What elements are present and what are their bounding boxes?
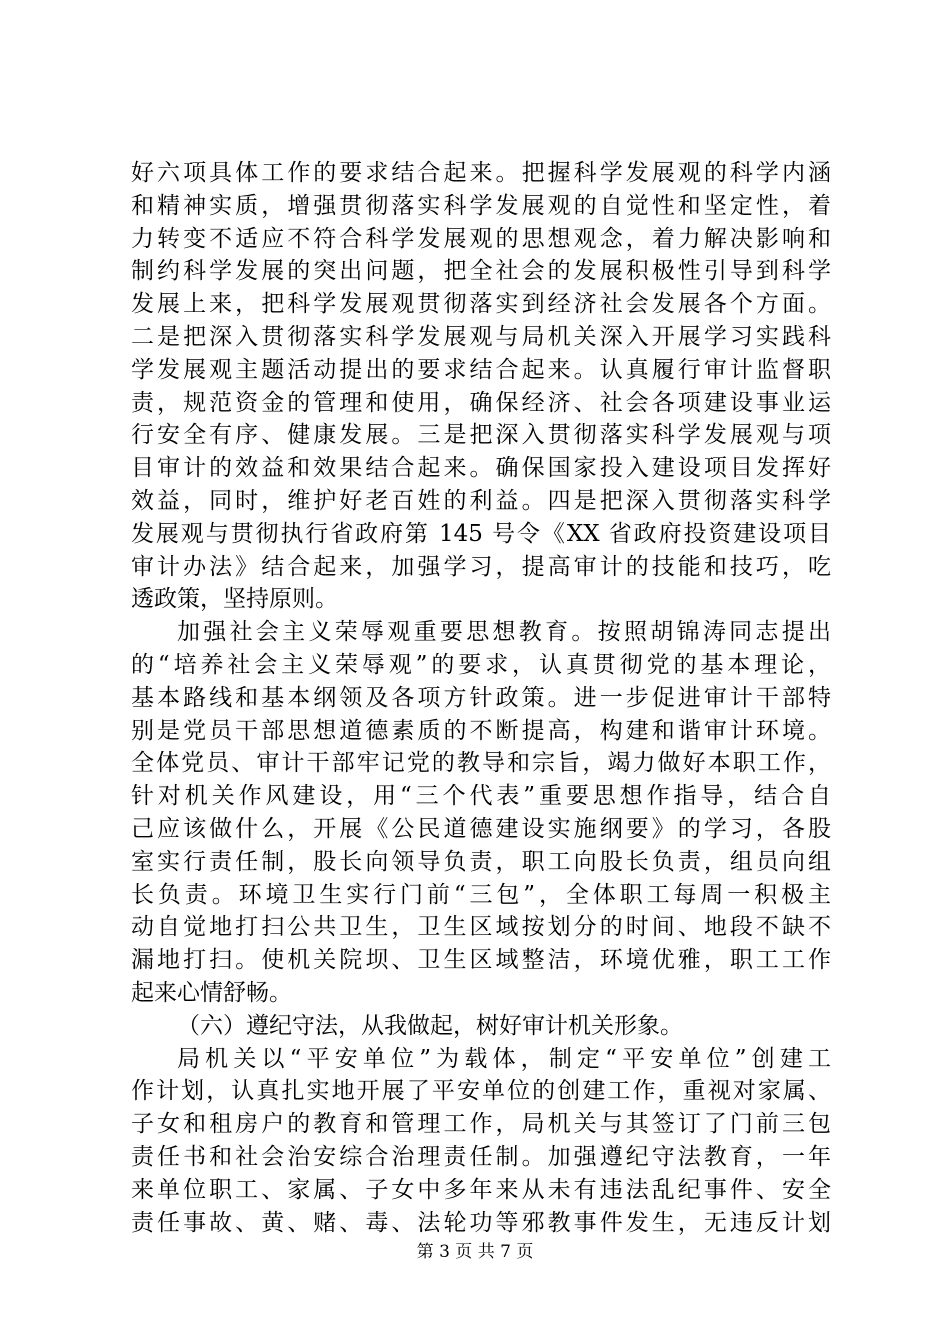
text-line: 室实行责任制，股长向领导负责，职工向股长负责，组员向组 [131, 848, 831, 875]
text-line: 责任书和社会治安综合治理责任制。加强遵纪守法教育，一年 [131, 1143, 831, 1170]
text-line: 的“培养社会主义荣辱观”的要求，认真贯彻党的基本理论， [131, 651, 831, 678]
text-line: 力转变不适应不符合科学发展观的思想观念，着力解决影响和 [131, 225, 831, 252]
text-line: 目审计的效益和效果结合起来。确保国家投入建设项目发挥好 [131, 455, 831, 482]
text-line: 行安全有序、健康发展。三是把深入贯彻落实科学发展观与项 [131, 422, 831, 449]
text-line: 二是把深入贯彻落实科学发展观与局机关深入开展学习实践科 [131, 323, 831, 350]
text-line: 透政策，坚持原则。 [131, 586, 338, 613]
text-line: 效益，同时，维护好老百姓的利益。四是把深入贯彻落实科学 [131, 487, 831, 514]
paragraph-first-line: 局机关以“平安单位”为载体，制定“平安单位”创建工 [177, 1045, 831, 1072]
text-line: 好六项具体工作的要求结合起来。把握科学发展观的科学内涵 [131, 160, 831, 186]
section-heading: （六）遵纪守法，从我做起，树好审计机关形象。 [177, 1012, 683, 1039]
text-line: 发展观与贯彻执行省政府第 145 号令《XX 省政府投资建设项目 [131, 520, 831, 547]
text-line: 基本路线和基本纲领及各项方针政策。进一步促进审计干部特 [131, 684, 831, 711]
document-body [131, 157, 831, 1239]
text-line: 发展上来，把科学发展观贯彻落实到经济社会发展各个方面。 [131, 291, 831, 318]
text-line: 来单位职工、家属、子女中多年来从未有违法乱纪事件、安全 [131, 1176, 831, 1203]
text-line: 作计划，认真扎实地开展了平安单位的创建工作，重视对家属、 [131, 1078, 831, 1105]
text-line: 动自觉地打扫公共卫生，卫生区域按划分的时间、地段不缺不 [131, 914, 831, 941]
text-line: 针对机关作风建设，用“三个代表”重要思想作指导，结合自 [131, 783, 831, 810]
text-line: 子女和租房户的教育和管理工作，局机关与其签订了门前三包 [131, 1111, 831, 1138]
text-line: 别是党员干部思想道德素质的不断提高，构建和谐审计环境。 [131, 717, 831, 744]
text-line: 己应该做什么，开展《公民道德建设实施纲要》的学习，各股 [131, 815, 831, 842]
text-line: 责，规范资金的管理和使用，确保经济、社会各项建设事业运 [131, 389, 831, 416]
text-line: 责任事故、黄、赌、毒、法轮功等邪教事件发生，无违反计划 [131, 1209, 831, 1236]
text-line: 制约科学发展的突出问题，把全社会的发展积极性引导到科学 [131, 258, 831, 285]
text-line: 长负责。环境卫生实行门前“三包”，全体职工每周一积极主 [131, 881, 831, 908]
text-line: 起来心情舒畅。 [131, 979, 292, 1006]
text-line: 漏地打扫。使机关院坝、卫生区域整洁，环境优雅，职工工作 [131, 947, 831, 974]
page-number-footer: 第 3 页 共 7 页 [416, 1242, 534, 1262]
text-line: 学发展观主题活动提出的要求结合起来。认真履行审计监督职 [131, 356, 831, 383]
text-line: 全体党员、审计干部牢记党的教导和宗旨，竭力做好本职工作， [131, 750, 831, 777]
text-line: 审计办法》结合起来，加强学习，提高审计的技能和技巧，吃 [131, 553, 831, 580]
paragraph-first-line: 加强社会主义荣辱观重要思想教育。按照胡锦涛同志提出 [177, 619, 831, 646]
text-line: 和精神实质，增强贯彻落实科学发展观的自觉性和坚定性，着 [131, 192, 831, 219]
